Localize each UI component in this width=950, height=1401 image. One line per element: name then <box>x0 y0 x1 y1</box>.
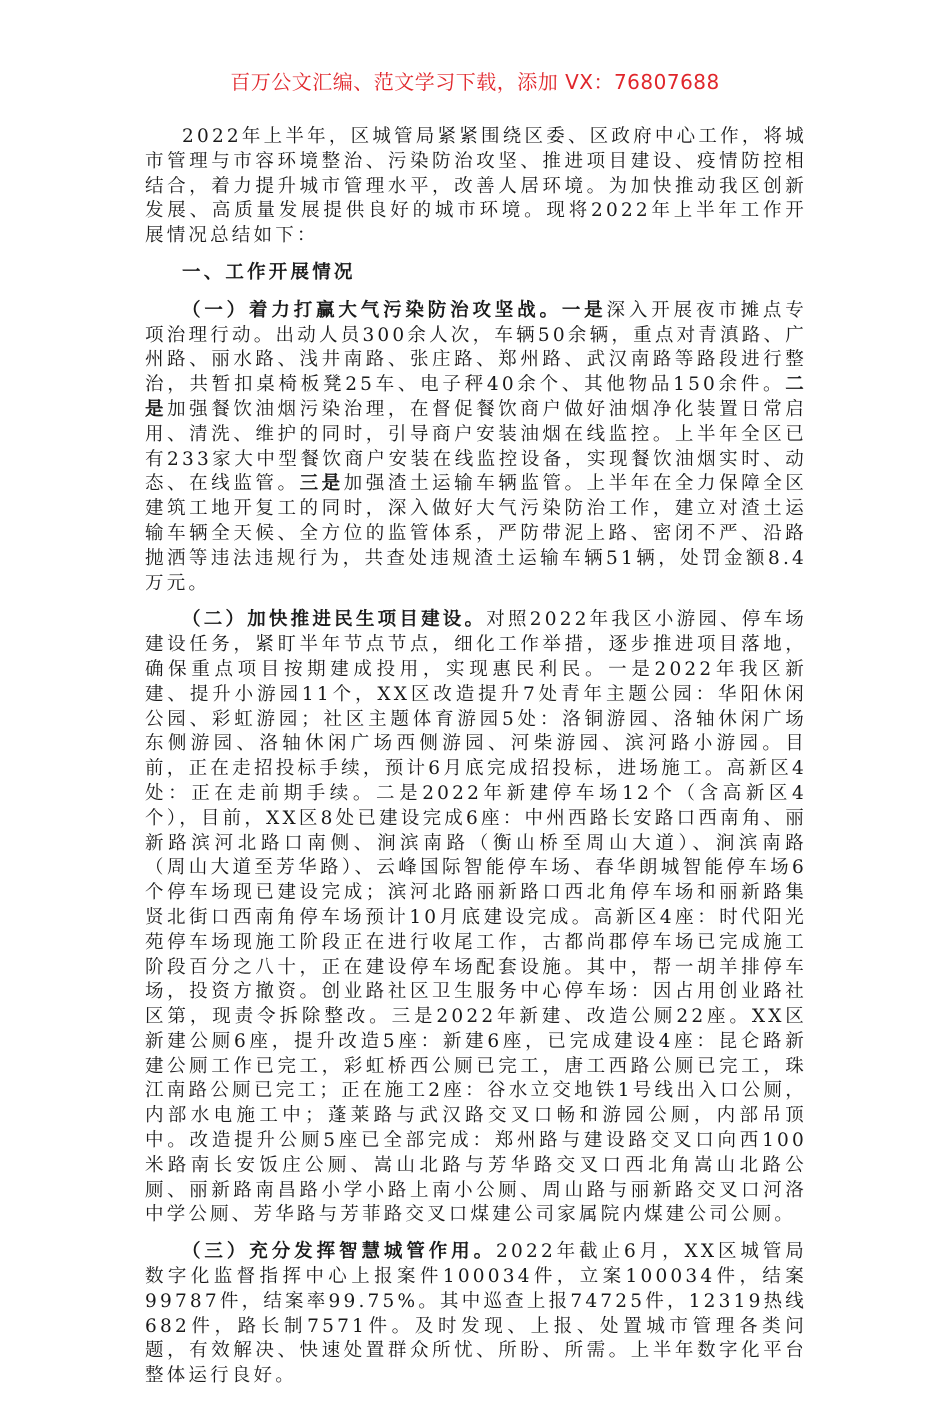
paragraph-livelihood-projects <box>145 608 807 1228</box>
bold-lead: （三）充分发挥智慧城管作用。 <box>182 1241 497 1263</box>
paragraph-air-pollution <box>145 299 807 597</box>
text-run: 2022年上半年，区城管局紧紧围绕区委、区政府中心工作，将城市管理与市容环境整治、污染防治攻坚、推进项目建设、疫情防控相结合，着力提升城市管理水平，改善人居环境。为加快推动我区创新发展、高质量发展提供良好的城市环境。现将2022年上半年工作开展情况总结如下： <box>145 126 807 247</box>
intro-paragraph <box>145 125 807 249</box>
text-run: 对照2022年我区小游园、停车场建设任务，紧盯半年节点节点，细化工作举措，逐步推进项目落地，确保重点项目按期建成投用，实现惠民利民。一是2022年我区新建、提升小游园11个，XX区改造提升7处青年主题公园：华阳休闲公园、彩虹游园；社区主题体育游园5处：洛铜游园、洛轴休闲广场东侧游园、洛轴休闲广场西侧游园、河柴游园、滨河路小游园。目前，正在走招投标手续，预计6月底完成招投标，进场施工。高新区4处：正在走前期手续。二是2022年新建停车场12个（含高新区4个），目前，XX区8处已建设完成6座：中州西路长安路口西南角、丽新路滨河北路口南侧、涧滨南路（衡山桥至周山大道）、涧滨南路（周山大道至芳华路）、云峰国际智能停车场、春华朗城智能停车场6个停车场现已建设完成；滨河北路丽新路口西北角停车场和丽新路集贤北街口西南角停车场预计10月底建设完成。高新区4座：时代阳光苑停车场现施工阶段正在进行收尾工作，古都尚郡停车场已完成施工阶段百分之八十，正在建设停车场配套设施。其中，帮一胡羊排停车场，投资方撤资。创业路社区卫生服务中心停车场：因占用创业路社区第，现责令拆除整改。三是2022年新建、改造公厕22座。XX区新建公厕6座，提升改造5座：新建6座，已完成建设4座：昆仑路新建公厕工作已完工，彩虹桥西公厕已完工，唐工西路公厕已完工，珠江南路公厕已完工；正在施工2座：谷水立交地铁1号线出入口公厕，内部水电施工中；蓬莱路与武汉路交叉口畅和游园公厕，内部吊顶中。改造提升公厕5座已全部完成：郑州路与建设路交叉口向西100米路南长安饭庄公厕、嵩山北路与芳华路交叉口西北角嵩山北路公厕、丽新路南昌路小学小路上南小公厕、周山路与丽新路交叉口河洛中学公厕、芳华路与芳菲路交叉口煤建公司家属院内煤建公司公厕。 <box>145 609 807 1226</box>
text-run: 加强渣土运输车辆监管。上半年在全力保障全区建筑工地开复工的同时，深入做好大气污染防治工作，建立对渣土运输车辆全天候、全方位的监管体系，严防带泥上路、密闭不严、沿路抛洒等违法违规行为，共查处违规渣土运输车辆51辆，处罚金额8.4万元。 <box>145 473 808 594</box>
text-run: 加强餐饮油烟污染治理，在督促餐饮商户做好油烟净化装置日常启用、清洗、维护的同时，引导商户安装油烟在线监控。上半年全区已有233家大中型餐饮商户安装在线监控设备，实现餐饮油烟实时、动态、在线监管。 <box>145 398 808 495</box>
bold-lead: （一）着力打赢大气污染防治攻坚战。一是 <box>182 299 607 321</box>
document-body <box>145 125 807 1401</box>
watermark-banner: 百万公文汇编、范文学习下载，添加 VX：76807688 <box>230 70 720 94</box>
section-heading <box>145 261 807 286</box>
bold-lead: （二）加快推进民生项目建设。 <box>182 609 487 631</box>
bold-lead: 三是 <box>299 473 344 495</box>
paragraph-smart-city <box>145 1240 807 1389</box>
heading-text: 一、工作开展情况 <box>182 261 356 283</box>
text-run: 2022年截止6月，XX区城管局数字化监督指挥中心上报案件100034件，立案100034件，结案99787件，结案率99.75%。其中巡查上报74725件，12319热线682件，路长制7571件。及时发现、上报、处置城市管理各类问题，有效解决、快速处置群众所忧、所盼、所需。上半年数字化平台整体运行良好。 <box>145 1241 807 1387</box>
text-run: 深入开展夜市摊点专项治理行动。出动人员300余人次，车辆50余辆，重点对青滇路、广州路、丽水路、浅井南路、张庄路、郑州路、武汉南路等路段进行整治，共暂扣桌椅板凳25车、电子秤40余个、其他物品150余件。 <box>145 299 807 396</box>
bold-lead: 二是 <box>145 374 807 420</box>
